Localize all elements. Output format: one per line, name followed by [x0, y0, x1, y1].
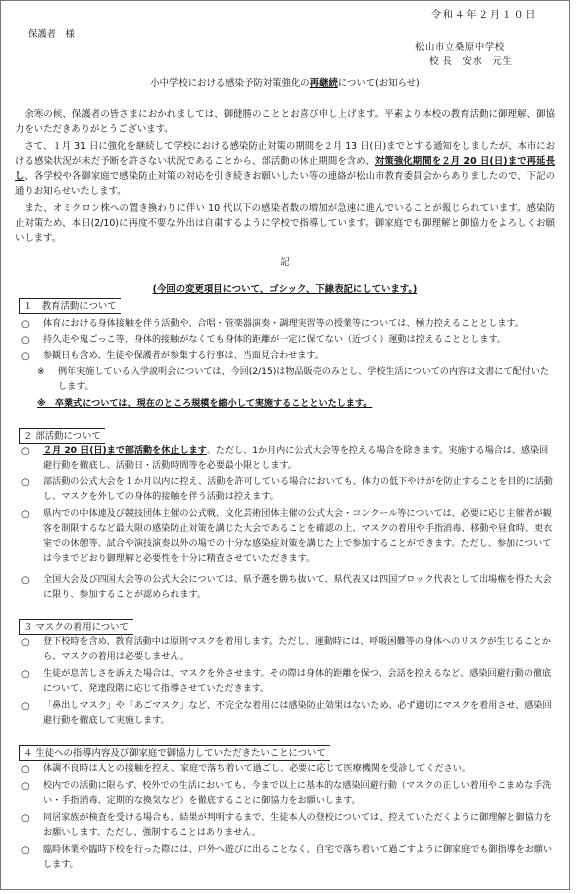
bullet-icon: ○: [21, 477, 30, 488]
list-item: ○ 同居家族が検査を受ける場合も、結果が判明するまで、生徒本人の登校については、控えていただくように御理解と御協力をお願いします。ただし、強制することはありません。: [21, 813, 552, 838]
bullet-icon: ○: [21, 575, 30, 586]
list-item: ○ 全国大会及び四国大会等の公式大会については、県予選を勝ち抜いて、県代表又は四国ブロック代表として出場権を得た大会に限り、参加することが認められます。: [21, 575, 552, 600]
list-item: ○ 臨時休業や臨時下校を行った際には、戸外へ遊びに出ることなく、自宅で落ち着いて過ごすように御家庭でも御指導をお願いします。: [21, 845, 553, 870]
list-item: ○ 登下校時を含め、教育活動中は原則マスクを着用します。ただし、運動時には、呼吸困難等の身体へのリスクが生じることから、マスクの着用は必要しません。: [21, 637, 551, 662]
list-item: ○ 参観日も含め、生徒や保護者が参集する行事は、当面見合わせます。: [21, 351, 324, 362]
bullet-icon: ○: [21, 701, 30, 712]
bullet-icon: ○: [21, 319, 30, 330]
club-suspension-emphasis: ２月 20 日(日)まで部活動を休止します: [43, 446, 207, 456]
bullet-icon: ○: [21, 764, 30, 775]
notice-text-b: 、各学校や各御家庭で感染防止対策の対応を引き続きお願いしたい等の連絡が松山市教育委員会からありましたので、下記の通りお知らせいたします。: [15, 171, 555, 197]
school-name: 松山市立桑原中学校: [415, 42, 505, 53]
ki-label: 記: [280, 257, 290, 268]
notice-text-a: さて、１月 31 日に強化を継続して学校における感染防止対策の期間を２月 13 日(日)までとする通知をしましたが、本市における感染状況が未だ予断を許さない状況であることから、部活動の休止期間を含め、: [15, 141, 555, 167]
list-item: ○ ２月 20 日(日)まで部活動を休止します。ただし、1か月内に公式大会等を控える場合を除きます。実施する場合は、感染回避行動を徹底し、活動日・活動時間等を必要最小限とします。: [21, 446, 549, 471]
list-item: ○ 校内での活動に限らず、校外での生活においても、今まで以上に基本的な感染回避行動（マスクの正しい着用やこまめな手洗い・手指消毒、定期的な換気など）を徹底することに御協力をお願いします。: [21, 781, 552, 806]
list-item: ○ 部活動の公式大会を１か月以内に控え、活動を許可している場合においても、体力の低下やけがを防止することを目的に活動し、マスクを外しての身体的接触を伴う活動は控えます。: [21, 477, 553, 502]
greeting-paragraph: 余寒の候、保護者の皆さまにおかれましては、御健勝のこととお喜び申し上げます。平素より本校の教育活動に御理解、御協力をいただきありがとうございます。: [15, 109, 555, 135]
note-item: ※ 例年実施している入学説明会については、今回(2/15)は物品販売のみとし、学校生活についての内容は文書にて配付いたします。: [37, 367, 549, 392]
notice-paragraph: [15, 139, 555, 199]
bullet-icon: ○: [21, 509, 30, 520]
title-pre: 小中学校における感染予防対策強化の: [150, 78, 310, 89]
bullet-icon: ○: [21, 351, 30, 362]
document-title: [1, 77, 569, 90]
note-mark-icon: ※: [37, 367, 45, 377]
section-heading-mask: ３ マスクの着用について: [19, 619, 133, 635]
list-item: ○ 持久走や鬼ごっこ等、身体的接触がなくても身体的距離が一定に保てない（近づく）運動は控えることとします。: [21, 335, 506, 346]
section-heading-club: ２ 部活動について: [19, 428, 105, 444]
list-item: ○ 体調不良時は人との接触を控え、家庭で落ち着いて過ごし、必要に応じて医療機関を受診してください。: [21, 764, 471, 775]
bullet-icon: ○: [21, 813, 30, 824]
bullet-icon: ○: [21, 845, 30, 856]
title-emphasis: 再継続: [309, 78, 338, 89]
graduation-emphasis: ※ 卒業式については、現在のところ規模を縮小して実施することといたします。: [37, 399, 373, 409]
principal-name: 校 長 安水 元生: [429, 56, 513, 67]
bullet-icon: ○: [21, 335, 30, 346]
section-heading-guidance: ４ 生徒への指導内容及び御家庭で御協力していただきたいことについて: [19, 745, 330, 761]
list-item: ○ 生徒が息苦しさを訴えた場合は、マスクを外させます。その際は身体的距離を保つ、会話を控えるなど、感染回避行動の徹底について、発達段階に応じて指導させていただきます。: [21, 669, 552, 694]
omicron-paragraph: また、オミクロン株への置き換わりに伴い 10 代以下の感染者数の増加が急速に進んでいることが報じられています。感染防止対策ため、本日(2/10)に再度不要な外出は自粛するように学校で指導しています。御家庭でも御理解と御協力をよろしくお願いします。: [15, 203, 555, 244]
document-date: 令和４年２月１０日: [431, 10, 538, 21]
list-item: ○ 「鼻出しマスク」や「あごマスク」など、不完全な着用には感染防止効果はないため、必ず適切にマスクを着用させ、感染回避行動を徹底して実施します。: [21, 701, 552, 726]
list-item: ○ 体育における身体接触を伴う活動や、合唱・管楽器演奏・調理実習等の授業等については、極力控えることとします。: [21, 319, 524, 330]
bullet-icon: ○: [21, 637, 30, 648]
list-item: ○ 県内での中体連及び競技団体主催の公式戦、文化芸術団体主催の公式大会・コンクール等については、必要に応じ主催者が観客を制限するなど最大限の感染防止対策を講じた大会であることを確認の上、マスクの着用や手指消毒、移動や昼食時、更衣室での休憩等、試合や演技演奏以外の場での十分な感染症対策を講じた上で参加することができます。ただし、参加については今までどおり御理解と必要性を十分に精査させていただきます。: [21, 509, 553, 564]
change-note: (今回の変更項目について、ゴシック、下線表記にしています。): [152, 284, 418, 295]
addressee: 保護者 様: [28, 29, 75, 40]
bullet-icon: ○: [21, 669, 30, 680]
section-heading-education: １ 教育活動について: [19, 298, 121, 314]
bullet-icon: ○: [21, 781, 30, 792]
bullet-icon: ○: [21, 446, 30, 457]
title-post: について(お知らせ): [337, 78, 420, 89]
notice-emphasis: 対策強化期間を２月 20 日(日)まで再延長し: [15, 156, 555, 182]
